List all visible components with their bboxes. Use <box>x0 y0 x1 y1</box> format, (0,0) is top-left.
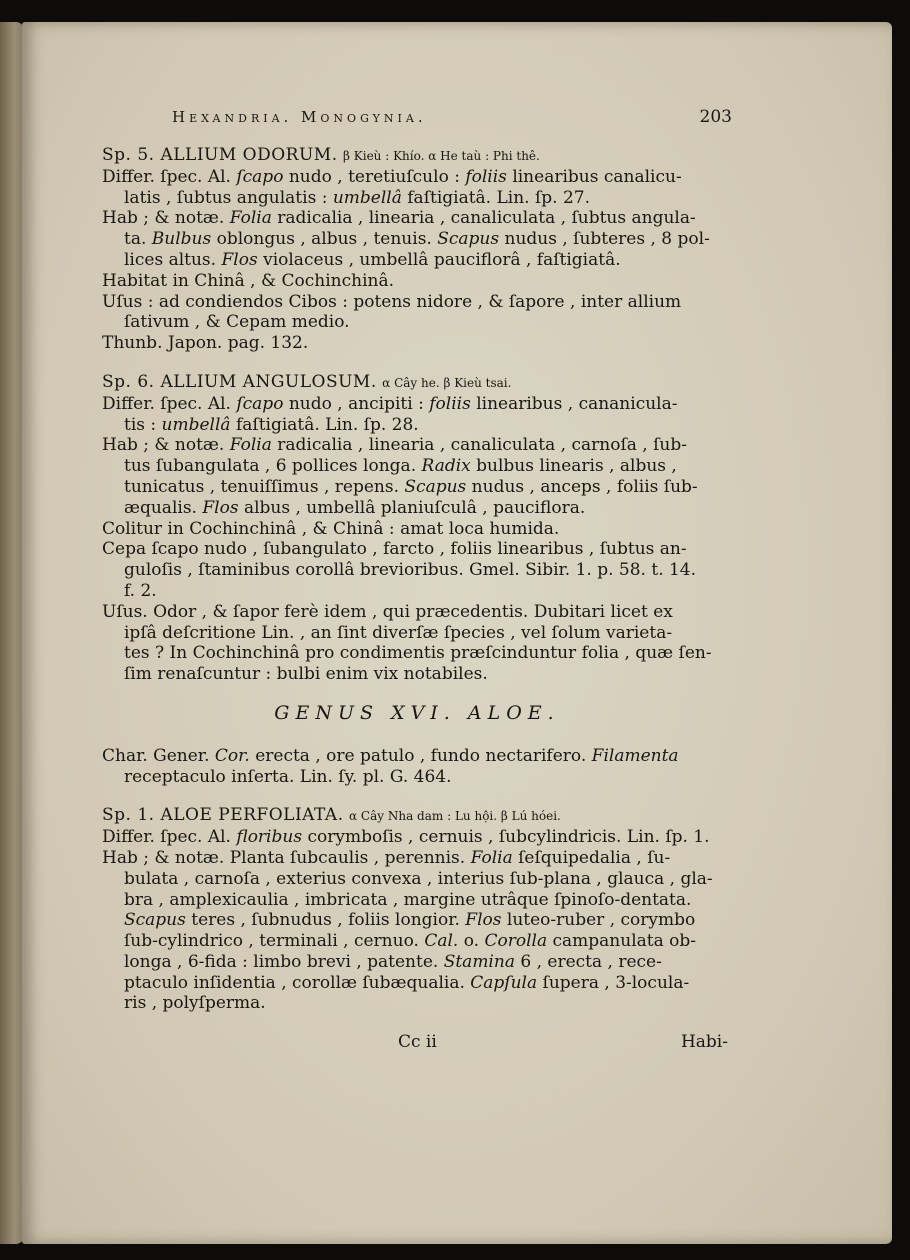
text-line: tes ? In Cochinchinâ pro condimentis præſcinduntur folia , quæ ſen- <box>124 643 712 664</box>
running-title: Hexandria. Monogynia. <box>172 108 427 126</box>
generic-character <box>102 746 732 788</box>
text-line: bulata , carnoſa , exterius convexa , interius ſub-plana , glauca , gla- <box>124 868 713 889</box>
text-line: tus ſubangulata , 6 pollices longa. Radix bulbus linearis , albus , <box>124 456 677 477</box>
text-line: Cepa ſcapo nudo , ſubangulato , farcto , foliis linearibus , ſubtus an- <box>102 539 687 560</box>
text-line: Differ. ſpec. Al. ſcapo nudo , teretiuſculo : foliis linearibus canalicu- <box>102 166 682 187</box>
text-line: guloſis , ſtaminibus corollâ brevioribus. Gmel. Sibir. 1. p. 58. t. 14. <box>124 560 697 581</box>
text-line: ſim renaſcuntur : bulbi enim vix notabiles. <box>124 664 488 685</box>
text-line: Hab ; & notæ. Folia radicalia , linearia , canaliculata , carnoſa , ſub- <box>102 435 687 456</box>
running-header <box>172 107 732 133</box>
catchword: Habi- <box>680 1032 728 1053</box>
text-line: Hab ; & notæ. Planta ſubcaulis , perennis. Folia ſeſquipedalia , ſu- <box>102 847 671 868</box>
vernacular-names: β Kieù : Khío. α He taù : Phi thê. <box>343 149 540 163</box>
text-line: Uſus. Odor , & ſapor ferè idem , qui præcedentis. Dubitari licet ex <box>102 601 673 622</box>
text-line: f. 2. <box>124 580 157 601</box>
text-line: Uſus : ad condiendos Cibos : potens nidore , & ſapore , inter allium <box>102 291 682 312</box>
text-line: longa , 6-fida : limbo brevi , patente. Stamina 6 , erecta , rece- <box>124 951 662 972</box>
previous-page-edge <box>0 22 24 1244</box>
text-line: lices altus. Flos violaceus , umbellâ pauciflorâ , faſtigiatâ. <box>124 249 621 270</box>
species-entry-allium-angulosum <box>102 372 732 685</box>
text-line: ptaculo inſidentia , corollæ ſubæqualia. Capſula ſupera , 3-locula- <box>124 972 690 993</box>
text-line: latis , ſubtus angulatis : umbellâ faſtigiatâ. Lin. ſp. 27. <box>124 187 590 208</box>
text-line: Hab ; & notæ. Folia radicalia , linearia , canaliculata , ſubtus angula- <box>102 208 696 229</box>
page-number: 203 <box>699 107 732 127</box>
text-line: Differ. ſpec. Al. ſcapo nudo , ancipiti : foliis linearibus , cananicula- <box>102 393 678 414</box>
signature-mark: Cc ii <box>398 1032 437 1053</box>
text-line: Colitur in Cochinchinâ , & Chinâ : amat loca humida. <box>102 518 560 539</box>
species-entry-allium-odorum <box>102 145 732 354</box>
text-line: receptaculo inſerta. Lin. ſy. pl. G. 464. <box>124 766 452 787</box>
text-line: Char. Gener. Cor. erecta , ore patulo , fundo nectarifero. Filamenta <box>102 745 679 766</box>
vernacular-names: α Cây Nha dam : Lu hội. β Lú hóei. <box>349 809 561 824</box>
text-line: Thunb. Japon. pag. 132. <box>102 333 309 354</box>
text-line: ris , polyſperma. <box>124 993 266 1014</box>
species-heading: Sp. 6. ALLIUM ANGULOSUM. α Cây he. β Kieù tsai. <box>102 371 512 392</box>
text-line: ſativum , & Cepam medio. <box>124 312 350 333</box>
text-line: tunicatus , tenuiſſimus , repens. Scapus nudus , anceps , foliis ſub- <box>124 476 698 497</box>
text-line: ta. Bulbus oblongus , albus , tenuis. Scapus nudus , ſubteres , 8 pol- <box>124 229 710 250</box>
text-line: Scapus teres , ſubnudus , foliis longior. Flos luteo-ruber , corymbo <box>124 910 696 931</box>
text-line: bra , amplexicaulia , imbricata , margine utrâque ſpinoſo-dentata. <box>124 889 692 910</box>
text-line: ſub-cylindrico , terminali , cernuo. Cal. o. Corolla campanulata ob- <box>124 931 696 952</box>
page-text <box>102 107 732 1056</box>
page-footer <box>102 1032 732 1056</box>
species-entry-aloe-perfoliata <box>102 805 732 1014</box>
species-heading: Sp. 1. ALOE PERFOLIATA. α Cây Nha dam : Lu hội. β Lú hóei. <box>102 805 561 826</box>
text-line: Differ. ſpec. Al. floribus corymboſis , cernuis , ſubcylindricis. Lin. ſp. 1. <box>102 827 710 848</box>
vernacular-names: α Cây he. β Kieù tsai. <box>382 375 512 390</box>
text-line: æqualis. Flos albus , umbellâ planiuſculâ , pauciflora. <box>124 497 586 518</box>
genus-heading: GENUS XVI. ALOE. <box>274 701 560 724</box>
text-line: tis : umbellâ faſtigiatâ. Lin. ſp. 28. <box>124 414 419 435</box>
text-line: Habitat in Chinâ , & Cochinchinâ. <box>102 270 394 291</box>
text-line: ipſâ deſcritione Lin. , an ſint diverſæ ſpecies , vel ſolum varieta- <box>124 622 673 643</box>
species-heading: Sp. 5. ALLIUM ODORUM. β Kieù : Khío. α He taù : Phi thê. <box>102 145 540 165</box>
book-page <box>22 22 892 1244</box>
